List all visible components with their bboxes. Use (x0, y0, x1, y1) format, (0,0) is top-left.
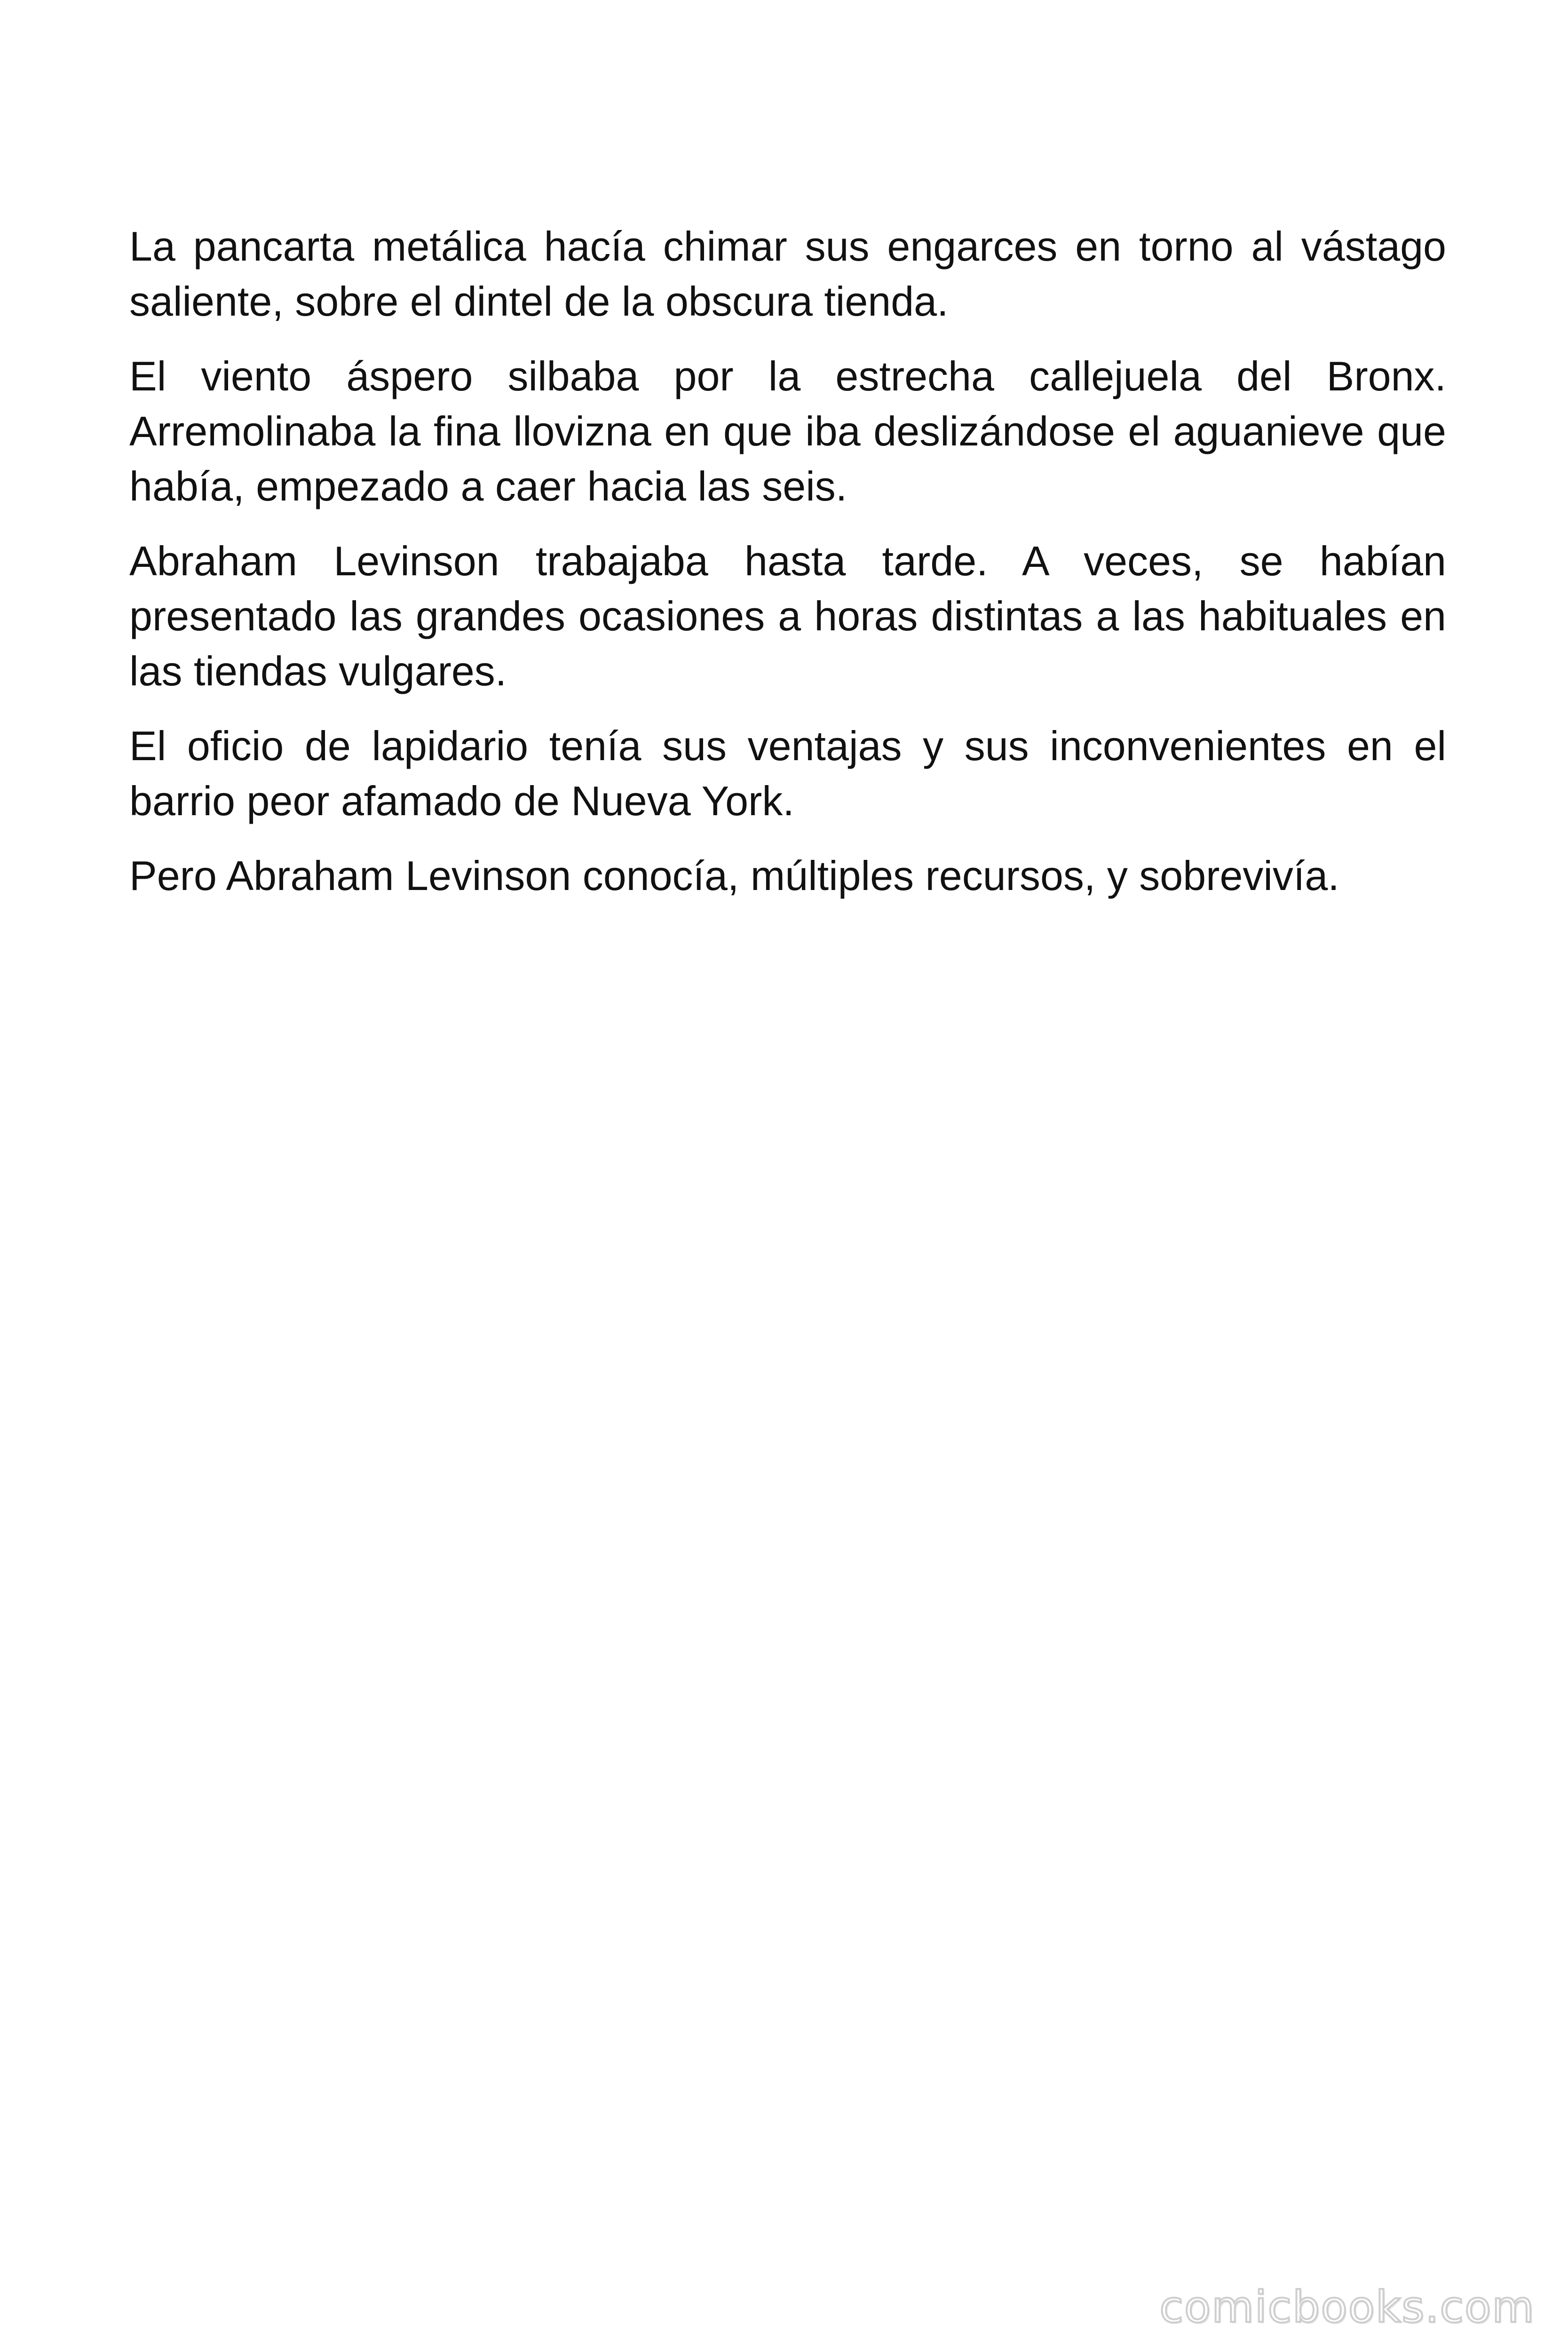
paragraph-1: La pancarta metálica hacía chimar sus engarces en torno al vástago saliente, sobre el dintel de la obscura tienda. (129, 223, 1446, 325)
paragraph-3: Abraham Levinson trabajaba hasta tarde. A veces, se habían presentado las grandes ocasiones a horas distintas a las habituales en las tiendas vulgares. (129, 538, 1446, 694)
paragraph-5: Pero Abraham Levinson conocía, múltiples recursos, y sobrevivía. (129, 852, 1339, 899)
watermark: comicbooks.com (1159, 2282, 1535, 2332)
body-text (129, 219, 1446, 923)
paragraph-4: El oficio de lapidario tenía sus ventajas y sus inconvenientes en el barrio peor afamado de Nueva York. (129, 723, 1446, 824)
paragraph-2: El viento áspero silbaba por la estrecha callejuela del Bronx. Arremolinaba la fina llovizna en que iba deslizándose el aguanieve que había, empezado a caer hacia las seis. (129, 353, 1446, 509)
